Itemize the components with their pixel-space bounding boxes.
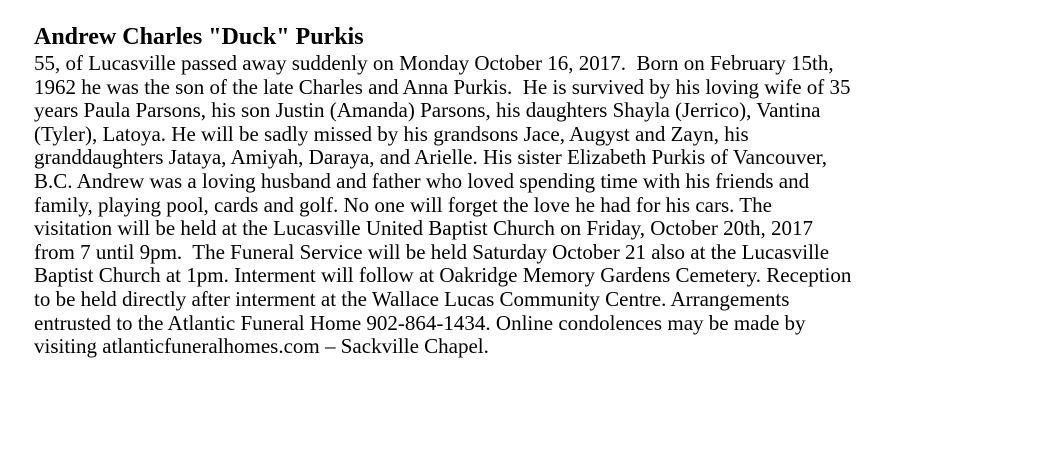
obituary-body-line: 55, of Lucasville passed away suddenly on Monday October 16, 2017. Born on February 15th, xyxy=(34,51,834,75)
obituary-body xyxy=(34,52,1034,359)
obituary-body-line: visiting atlanticfuneralhomes.com – Sackville Chapel. xyxy=(34,334,489,359)
obituary-body-line: visitation will be held at the Lucasville United Baptist Church on Friday, October 20th, 2017 xyxy=(34,216,813,241)
obituary-body-line: B.C. Andrew was a loving husband and father who loved spending time with his friends and xyxy=(34,168,810,193)
obituary-body-line: from 7 until 9pm. The Funeral Service will be held Saturday October 21 also at the Lucasville xyxy=(34,239,830,264)
obituary-notice xyxy=(34,22,1034,359)
obituary-title: Andrew Charles "Duck" Purkis xyxy=(34,24,364,50)
obituary-body-line: years Paula Parsons, his son Justin (Amanda) Parsons, his daughters Shayla (Jerrico), Vantina xyxy=(34,98,821,123)
obituary-body-line: 1962 he was the son of the late Charles and Anna Purkis. He is survived by his loving wife of 35 xyxy=(34,74,851,99)
obituary-body-line: Baptist Church at 1pm. Interment will follow at Oakridge Memory Gardens Cemetery. Reception xyxy=(34,263,852,288)
obituary-body-line: entrusted to the Atlantic Funeral Home 902-864-1434. Online condolences may be made by xyxy=(34,310,806,335)
obituary-body-line: to be held directly after interment at the Wallace Lucas Community Centre. Arrangements xyxy=(34,286,790,311)
obituary-body-line: family, playing pool, cards and golf. No one will forget the love he had for his cars. The xyxy=(34,192,772,217)
obituary-body-line: granddaughters Jataya, Amiyah, Daraya, and Arielle. His sister Elizabeth Purkis of Vancouver, xyxy=(34,145,828,170)
obituary-body-line: (Tyler), Latoya. He will be sadly missed by his grandsons Jace, Augyst and Zayn, his xyxy=(34,121,749,146)
